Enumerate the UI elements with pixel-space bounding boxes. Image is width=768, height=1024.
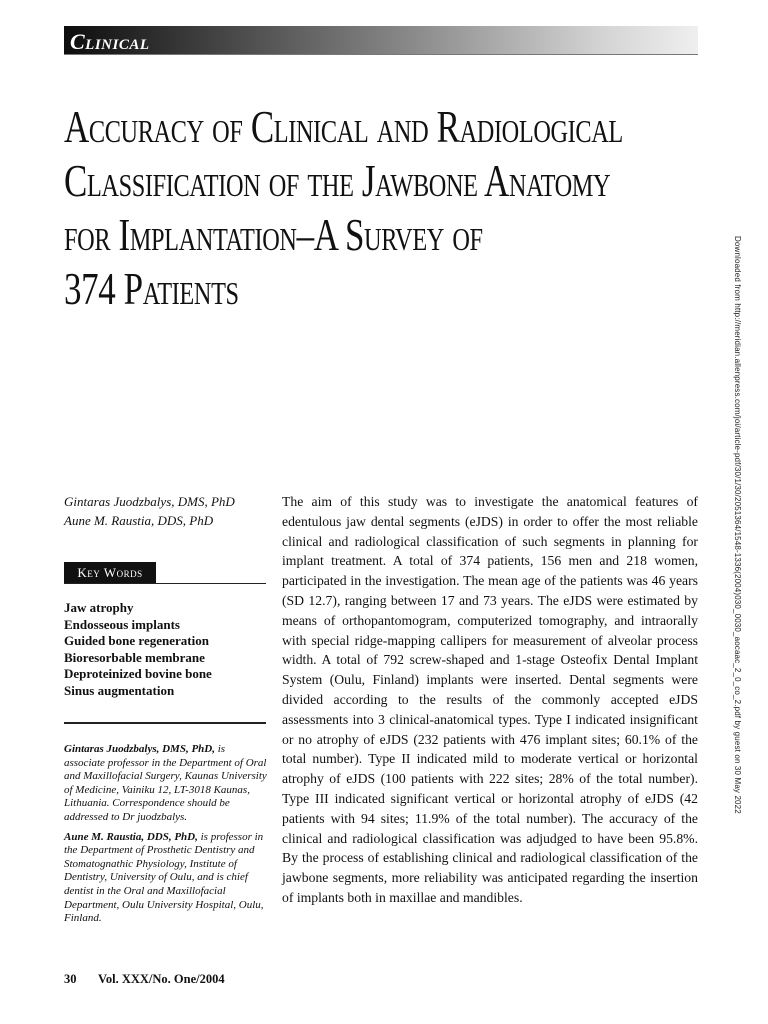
page-number: 30 xyxy=(64,972,77,986)
title-line: Accuracy of Clinical and Radiological xyxy=(64,101,623,152)
page-footer xyxy=(64,972,225,987)
title-line: 374 Patients xyxy=(64,263,239,314)
abstract-text: The aim of this study was to investigate the anatomical features of edentulous jaw dental segments (eJDS) in order to offer the most reliable clinical and radiological classification of such segments in planning for implant treatment. A total of 374 patients, 156 men and 218 women, participated in the investigation. The mean age of the patients was 46 years (SD 12.7), ranging between 17 and 73 years. The eJDS were estimated by means of orthopantomogram, computerized tomography, and intraorally with special ridge-mapping callipers for measurement of alveolar process width. A total of 792 screw-shaped and 1-stage Osteofix Dental Implant System (Oulu, Finland) implants were inserted. Dental segments were divided according to the results of the commonly accepted eJDS assessments into 3 clinical-anatomical types. Type I indicated insignificant or no atrophy of eJDS (232 patients with 476 implant sites; 60.1% of the total number). Type II indicated mild to moderate vertical or horizontal atrophy of eJDS (100 patients with 222 sites; 28% of the total number). Type III indicated significant vertical or horizontal atrophy of eJDS (42 patients with 94 sites; 11.9% of the total number). The accuracy of the clinical and radiological classification was adjudged to have been 95.8%. By the process of establishing clinical and radiological classification of the jawbone segments, more reliability was anticipated regarding the insertion of implants both in maxillae and mandibles. xyxy=(282,494,698,905)
journal-issue: Vol. XXX/No. One/2004 xyxy=(98,972,225,986)
affiliation-text: is associate professor in the Department of Oral and Maxillofacial Surgery, Kaunas University of Medicine, Vainiku 12, LT-3018 Kaunas, Lithuania. Correspondence should be addressed to Dr juodzbalys. xyxy=(64,743,267,823)
affiliation-name: Aune M. Raustia, DDS, PhD, xyxy=(64,830,198,843)
keywords-bottom-rule xyxy=(64,722,266,724)
article-title xyxy=(64,100,623,316)
section-header-bar xyxy=(64,26,698,54)
keyword-item: Deproteinized bovine bone xyxy=(64,666,212,681)
affiliation xyxy=(64,831,268,926)
download-watermark: Downloaded from http://meridian.allenpress.com/joi/article-pdf/30/1/30/2051364/1548-1336(2004)030_0030_aocaac_2_0_co_2.pdf by guest on 30 May 2022 xyxy=(733,236,742,814)
keyword-item: Endosseous implants xyxy=(64,616,180,632)
author-name: Aune M. Raustia, DDS, PhD xyxy=(64,513,214,528)
title-line: Classification of the Jawbone Anatomy xyxy=(64,155,611,206)
keyword-item: Sinus augmentation xyxy=(64,682,175,698)
keywords-rule xyxy=(64,583,266,584)
author-list xyxy=(64,492,274,530)
affiliation-name: Gintaras Juodzbalys, DMS, PhD, xyxy=(64,743,215,755)
title-line: for Implantation–A Survey of xyxy=(64,209,483,260)
keyword-item: Bioresorbable membrane xyxy=(64,649,205,665)
author-affiliations xyxy=(64,743,268,932)
affiliation xyxy=(64,743,268,825)
abstract xyxy=(282,492,698,908)
keyword-list xyxy=(64,600,266,699)
keywords-header: Key Words xyxy=(64,562,156,584)
keyword-item: Guided bone regeneration xyxy=(64,633,209,648)
section-label: Clinical xyxy=(70,29,150,54)
section-rule xyxy=(64,54,698,55)
affiliation-text: is professor in the Department of Prosthetic Dentistry and Stomatognathic Physiology, Institute of Dentistry, University of Oulu, and is chief dentist in the Oral and Maxillofacial Department, Oulu University Hospital, Oulu, Finland. xyxy=(64,830,264,925)
keyword-item: Jaw atrophy xyxy=(64,600,134,615)
author-name: Gintaras Juodzbalys, DMS, PhD xyxy=(64,494,235,509)
